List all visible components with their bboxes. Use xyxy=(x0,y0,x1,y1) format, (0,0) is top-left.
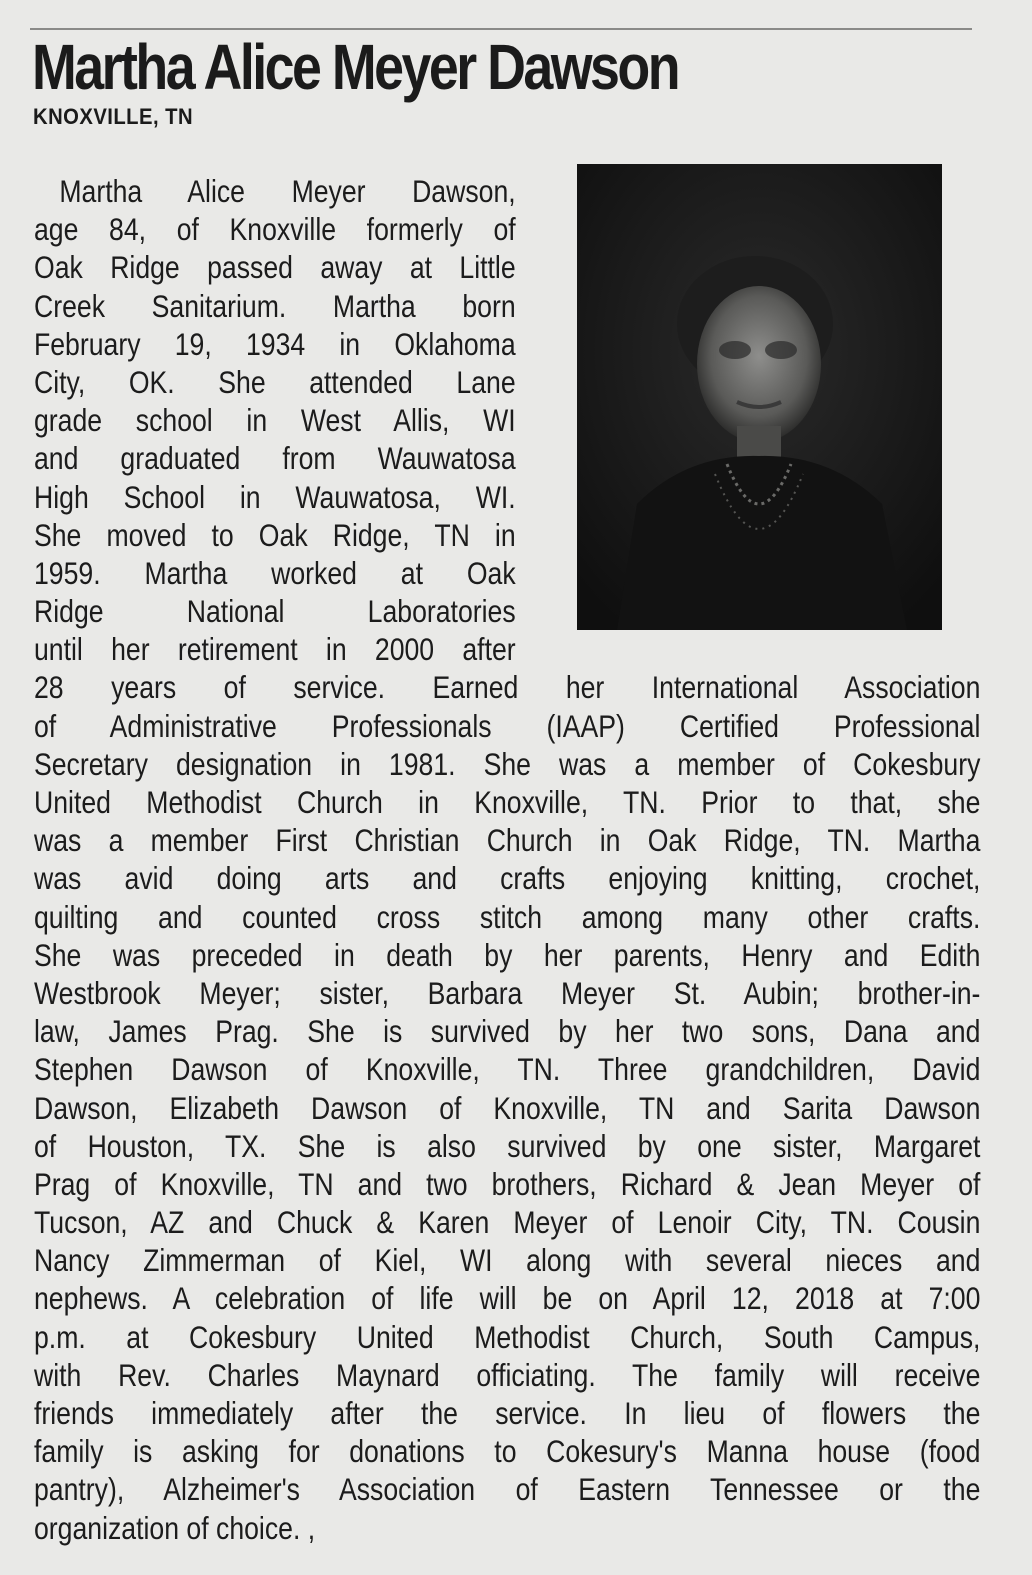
body-line: grade school in West Allis, WI xyxy=(34,402,516,439)
body-line: 28 years of service. Earned her International Association xyxy=(34,669,981,706)
body-line: 1959. Martha worked at Oak xyxy=(34,554,516,591)
body-line: United Methodist Church in Knoxville, TN. Prior to that, she xyxy=(34,784,981,820)
body-line: Westbrook Meyer; sister, Barbara Meyer St. Aubin; brother-in- xyxy=(34,974,981,1011)
obituary-body xyxy=(34,172,980,1547)
body-line: She moved to Oak Ridge, TN in xyxy=(34,516,516,553)
body-line: and graduated from Wauwatosa xyxy=(34,440,516,477)
body-line: friends immediately after the service. In lieu of flowers the xyxy=(34,1395,981,1431)
body-line: Tucson, AZ and Chuck & Karen Meyer of Lenoir City, TN. Cousin xyxy=(34,1204,981,1241)
body-line: February 19, 1934 in Oklahoma xyxy=(34,325,516,362)
body-line: until her retirement in 2000 after xyxy=(34,631,516,668)
body-line: Creek Sanitarium. Martha born xyxy=(34,287,516,324)
body-line: Prag of Knoxville, TN and two brothers, Richard & Jean Meyer of xyxy=(34,1165,981,1202)
body-line: Nancy Zimmerman of Kiel, WI along with several nieces and xyxy=(34,1242,981,1279)
body-line: family is asking for donations to Cokesury's Manna house (food xyxy=(34,1433,981,1470)
body-line: organization of choice. , xyxy=(34,1509,316,1546)
body-line: with Rev. Charles Maynard officiating. The family will receive xyxy=(34,1356,981,1393)
body-line: Stephen Dawson of Knoxville, TN. Three grandchildren, David xyxy=(34,1051,981,1088)
body-line: quilting and counted cross stitch among many other crafts. xyxy=(34,898,981,935)
obituary-name-heading: Martha Alice Meyer Dawson xyxy=(32,31,679,103)
body-line: of Houston, TX. She is also survived by one sister, Margaret xyxy=(34,1127,981,1164)
body-line: pantry), Alzheimer's Association of Eastern Tennessee or the xyxy=(34,1471,981,1508)
body-line: of Administrative Professionals (IAAP) Certified Professional xyxy=(34,707,981,744)
body-line: law, James Prag. She is survived by her two sons, Dana and xyxy=(34,1013,981,1050)
body-line: Oak Ridge passed away at Little xyxy=(34,249,516,286)
body-line: age 84, of Knoxville formerly of xyxy=(34,211,516,248)
body-line: Ridge National Laboratories xyxy=(34,593,516,630)
body-line: Dawson, Elizabeth Dawson of Knoxville, TN and Sarita Dawson xyxy=(34,1089,981,1126)
body-line: City, OK. She attended Lane xyxy=(34,363,516,400)
body-line: Martha Alice Meyer Dawson, xyxy=(59,173,516,209)
body-line: nephews. A celebration of life will be on April 12, 2018 at 7:00 xyxy=(34,1280,981,1317)
body-line: Secretary designation in 1981. She was a member of Cokesbury xyxy=(34,745,981,782)
location-dateline: KNOXVILLE, TN xyxy=(33,104,194,129)
body-line: p.m. at Cokesbury United Methodist Church, South Campus, xyxy=(34,1318,981,1355)
body-line: was a member First Christian Church in Oak Ridge, TN. Martha xyxy=(34,822,981,859)
body-line: was avid doing arts and crafts enjoying knitting, crochet, xyxy=(34,860,981,897)
body-line: High School in Wauwatosa, WI. xyxy=(34,478,516,515)
body-line: She was preceded in death by her parents, Henry and Edith xyxy=(34,936,981,973)
